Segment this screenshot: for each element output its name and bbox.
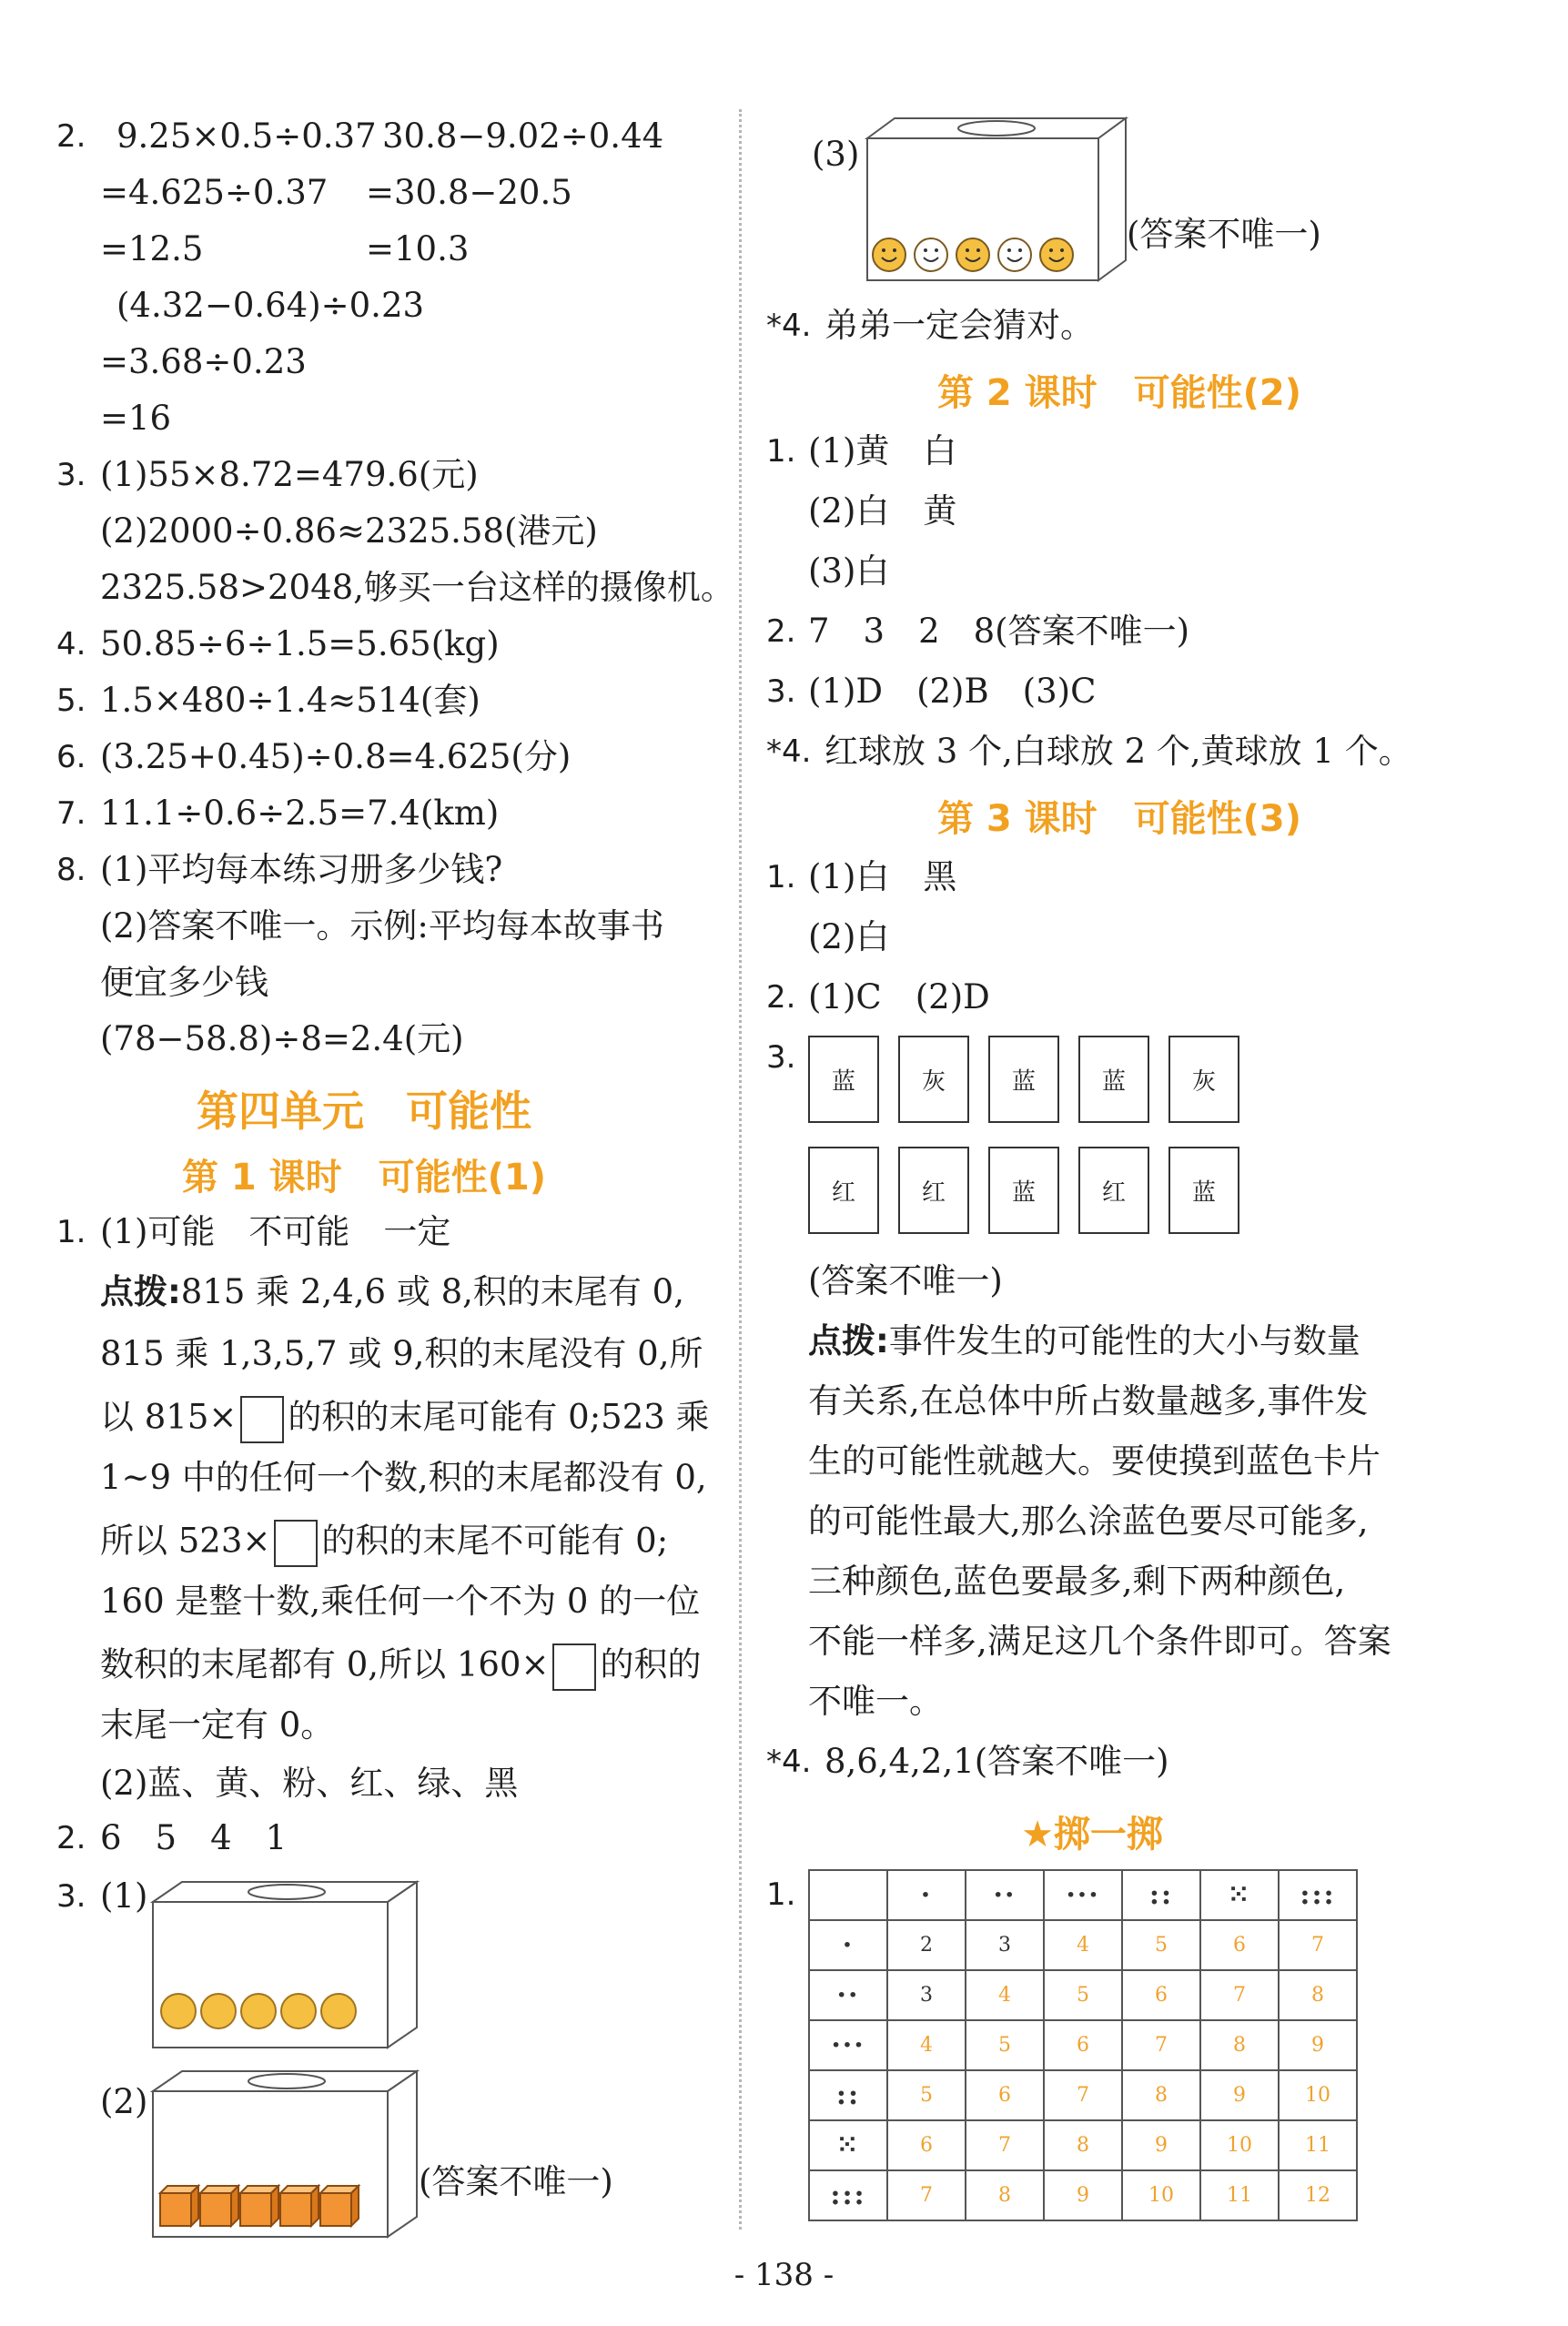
tip-line <box>808 1321 1361 1361</box>
color-card: 蓝 <box>1168 1147 1239 1234</box>
table-row <box>809 2070 1357 2120</box>
q-number: 1. <box>56 1214 86 1250</box>
table-cell: 8 <box>1279 1970 1357 2020</box>
box-with-yellow-balls <box>146 1875 428 2057</box>
note-text: (答案不唯一) <box>1127 215 1321 254</box>
q-number: 1. <box>766 1876 796 1913</box>
table-cell: 7 <box>1200 1970 1279 2020</box>
table-row <box>809 1970 1357 2020</box>
answer-line: (1)55×8.72=479.6(元) <box>100 455 479 494</box>
calc-line: =3.68÷0.23 <box>100 342 307 381</box>
table-cell: 11 <box>1279 2120 1357 2170</box>
answer-line: 7 3 2 8(答案不唯一) <box>808 612 1190 651</box>
note-text: (答案不唯一) <box>808 1261 1003 1300</box>
answer-line: (2)白 黄 <box>808 491 957 531</box>
box-with-orange-cubes <box>146 2064 428 2246</box>
q-number: 2. <box>56 118 86 155</box>
table-cell: 5 <box>887 2070 966 2120</box>
table-row-header: ··· <box>809 2020 887 2070</box>
table-cell: 9 <box>1044 2170 1122 2220</box>
table-cell: 9 <box>1200 2070 1279 2120</box>
tip-line: 生的可能性就越大。要使摸到蓝色卡片 <box>808 1441 1381 1481</box>
table-cell: 9 <box>1122 2120 1200 2170</box>
q-number: 2. <box>56 1820 86 1856</box>
part-label: (3) <box>812 135 860 174</box>
calc-line: =4.625÷0.37 <box>100 173 329 212</box>
tip-label: 点拨: <box>100 1272 181 1311</box>
answer-line: 8,6,4,2,1(答案不唯一) <box>824 1742 1169 1781</box>
table-cell: 4 <box>887 2020 966 2070</box>
answer-line: (3.25+0.45)÷0.8=4.625(分) <box>100 737 572 776</box>
lesson-title: 第 3 课时 可能性(3) <box>936 798 1302 840</box>
tip-line <box>100 1272 684 1312</box>
answer-line: (3)白 <box>808 551 890 591</box>
tip-line: 1~9 中的任何一个数,积的末尾都没有 0, <box>100 1458 707 1497</box>
table-cell: 7 <box>966 2120 1044 2170</box>
table-header-cell <box>809 1870 887 1920</box>
q-number: 3. <box>766 1039 796 1076</box>
calc-line: 9.25×0.5÷0.37 <box>116 116 377 156</box>
q-number: 5. <box>56 683 86 719</box>
table-cell: 3 <box>887 1970 966 2020</box>
part-label: (2) <box>100 2082 148 2121</box>
q-number: 4. <box>56 626 86 662</box>
table-cell: 8 <box>1200 2020 1279 2070</box>
table-cell: 7 <box>1044 2070 1122 2120</box>
table-cell: 6 <box>1200 1920 1279 1970</box>
table-cell: 6 <box>1122 1970 1200 2020</box>
answer-line: (78−58.8)÷8=2.4(元) <box>100 1019 464 1058</box>
answer-line: 便宜多少钱 <box>100 963 268 1002</box>
q-number: 8. <box>56 852 86 888</box>
table-cell: 7 <box>1122 2020 1200 2070</box>
section-title: ★掷一掷 <box>1021 1814 1163 1856</box>
q-number: *4. <box>766 733 812 770</box>
table-cell: 6 <box>1044 2020 1122 2070</box>
tip-text: 所以 523× <box>100 1521 271 1561</box>
table-cell: 10 <box>1279 2070 1357 2120</box>
calc-line: =10.3 <box>366 229 470 268</box>
table-cell: 8 <box>1122 2070 1200 2120</box>
answer-line: (1)可能 不可能 一定 <box>100 1212 451 1251</box>
q-number: *4. <box>766 1744 812 1780</box>
orange-cube-icons <box>160 2186 359 2226</box>
note-text: (答案不唯一) <box>419 2162 613 2201</box>
answer-line: 11.1÷0.6÷2.5=7.4(km) <box>100 794 500 833</box>
table-row-header: ⁙ <box>809 2120 887 2170</box>
color-card: 红 <box>808 1147 879 1234</box>
table-cell: 10 <box>1200 2120 1279 2170</box>
table-header-cell: ⁙ <box>1200 1870 1279 1920</box>
answer-line: (1)黄 白 <box>808 431 957 470</box>
answer-line: 2325.58>2048,够买一台这样的摄像机。 <box>100 568 734 607</box>
calc-line: =30.8−20.5 <box>366 173 572 212</box>
table-row-header: ·· <box>809 1970 887 2020</box>
answer-line: (1)白 黑 <box>808 857 957 896</box>
tip-line <box>100 1396 710 1443</box>
q-number: 1. <box>766 433 796 470</box>
box-with-smiley-balls <box>860 111 1133 286</box>
table-row <box>809 2020 1357 2070</box>
tip-line: 不唯一。 <box>808 1682 943 1721</box>
color-card: 红 <box>1078 1147 1149 1234</box>
answer-line: 弟弟一定会猜对。 <box>824 306 1094 345</box>
tip-text: 的积的 <box>600 1644 702 1684</box>
answer-line: (1)平均每本练习册多少钱? <box>100 850 503 889</box>
table-row-header: ::: <box>809 2170 887 2220</box>
table-cell: 2 <box>887 1920 966 1970</box>
table-cell: 11 <box>1200 2170 1279 2220</box>
tip-text: 事件发生的可能性的大小与数量 <box>888 1321 1361 1360</box>
table-cell: 8 <box>1044 2120 1122 2170</box>
table-header-cell: ··· <box>1044 1870 1122 1920</box>
tip-line: 的可能性最大,那么涂蓝色要尽可能多, <box>808 1502 1369 1541</box>
tip-label: 点拨: <box>808 1321 889 1360</box>
table-row <box>809 1920 1357 1970</box>
q-number: 3. <box>766 673 796 710</box>
tip-line: 160 是整十数,乘任何一个不为 0 的一位 <box>100 1582 701 1621</box>
color-card: 灰 <box>898 1036 969 1123</box>
table-cell: 6 <box>966 2070 1044 2120</box>
tip-line <box>100 1520 668 1567</box>
blank-box <box>240 1396 284 1443</box>
lesson-title: 第 1 课时 可能性(1) <box>181 1157 547 1198</box>
answer-line: 红球放 3 个,白球放 2 个,黄球放 1 个。 <box>824 732 1412 771</box>
answer-line: 50.85÷6÷1.5=5.65(kg) <box>100 624 500 663</box>
color-card: 蓝 <box>1078 1036 1149 1123</box>
q-number: 1. <box>766 859 796 895</box>
tip-text: 的积的末尾可能有 0;523 乘 <box>288 1397 710 1437</box>
table-cell: 8 <box>966 2170 1044 2220</box>
table-row-header: · <box>809 1920 887 1970</box>
page-number: - 138 - <box>733 2257 835 2293</box>
table-cell: 6 <box>887 2120 966 2170</box>
lesson-title: 第 2 课时 可能性(2) <box>936 372 1302 414</box>
answer-line: (2)蓝、黄、粉、红、绿、黑 <box>100 1764 519 1803</box>
calc-line: =12.5 <box>100 229 204 268</box>
table-header-cell: ::: <box>1279 1870 1357 1920</box>
tip-text: 数积的末尾都有 0,所以 160× <box>100 1644 550 1684</box>
part-label: (1) <box>100 1876 148 1916</box>
unit-title: 第四单元 可能性 <box>197 1087 531 1136</box>
calc-line: (4.32−0.64)÷0.23 <box>116 286 425 325</box>
table-cell: 12 <box>1279 2170 1357 2220</box>
answer-line: (2)2000÷0.86≈2325.58(港元) <box>100 511 598 551</box>
tip-text: 815 乘 2,4,6 或 8,积的末尾有 0, <box>180 1272 684 1311</box>
table-cell: 5 <box>1122 1920 1200 1970</box>
tip-line: 不能一样多,满足这几个条件即可。答案 <box>808 1622 1391 1661</box>
table-cell: 10 <box>1122 2170 1200 2220</box>
color-card: 红 <box>898 1147 969 1234</box>
table-cell: 7 <box>887 2170 966 2220</box>
table-cell: 3 <box>966 1920 1044 1970</box>
color-card: 蓝 <box>808 1036 879 1123</box>
table-cell: 7 <box>1279 1920 1357 1970</box>
answer-line: (2)答案不唯一。示例:平均每本故事书 <box>100 906 664 946</box>
q-number: 2. <box>766 979 796 1016</box>
calc-line: =16 <box>100 399 172 438</box>
q-number: *4. <box>766 308 812 344</box>
table-cell: 5 <box>966 2020 1044 2070</box>
table-header-cell: · <box>887 1870 966 1920</box>
answer-line: 6 5 4 1 <box>100 1818 288 1857</box>
tip-line <box>100 1643 701 1691</box>
yellow-ball-icons <box>161 1994 356 2028</box>
table-row <box>809 2120 1357 2170</box>
tip-line: 有关系,在总体中所占数量越多,事件发 <box>808 1381 1369 1421</box>
answer-line: (1)D (2)B (3)C <box>808 672 1097 711</box>
table-cell: 4 <box>1044 1920 1122 1970</box>
blank-box <box>552 1643 596 1691</box>
table-header-cell: ·· <box>966 1870 1044 1920</box>
table-cell: 9 <box>1279 2020 1357 2070</box>
table-row <box>809 2170 1357 2220</box>
answer-line: 1.5×480÷1.4≈514(套) <box>100 681 481 720</box>
color-card: 蓝 <box>988 1036 1059 1123</box>
q-number: 2. <box>766 613 796 650</box>
q-number: 6. <box>56 739 86 775</box>
answer-line: (1)C (2)D <box>808 977 990 1016</box>
dice-sum-table <box>808 1869 1358 2221</box>
table-header-cell: :: <box>1122 1870 1200 1920</box>
tip-line: 末尾一定有 0。 <box>100 1705 335 1744</box>
answer-line: (2)白 <box>808 917 890 956</box>
table-cell: 4 <box>966 1970 1044 2020</box>
color-card: 蓝 <box>988 1147 1059 1234</box>
q-number: 7. <box>56 795 86 832</box>
color-card: 灰 <box>1168 1036 1239 1123</box>
table-row-header: :: <box>809 2070 887 2120</box>
calc-line: 30.8−9.02÷0.44 <box>382 116 664 156</box>
column-divider <box>739 109 742 2230</box>
q-number: 3. <box>56 457 86 493</box>
table-header-row <box>809 1870 1357 1920</box>
tip-text: 以 815× <box>100 1397 238 1437</box>
tip-text: 的积的末尾不可能有 0; <box>321 1521 669 1561</box>
blank-box <box>274 1520 318 1567</box>
table-cell: 5 <box>1044 1970 1122 2020</box>
tip-line: 815 乘 1,3,5,7 或 9,积的末尾没有 0,所 <box>100 1334 703 1373</box>
q-number: 3. <box>56 1878 86 1915</box>
tip-line: 三种颜色,蓝色要最多,剩下两种颜色, <box>808 1562 1346 1601</box>
